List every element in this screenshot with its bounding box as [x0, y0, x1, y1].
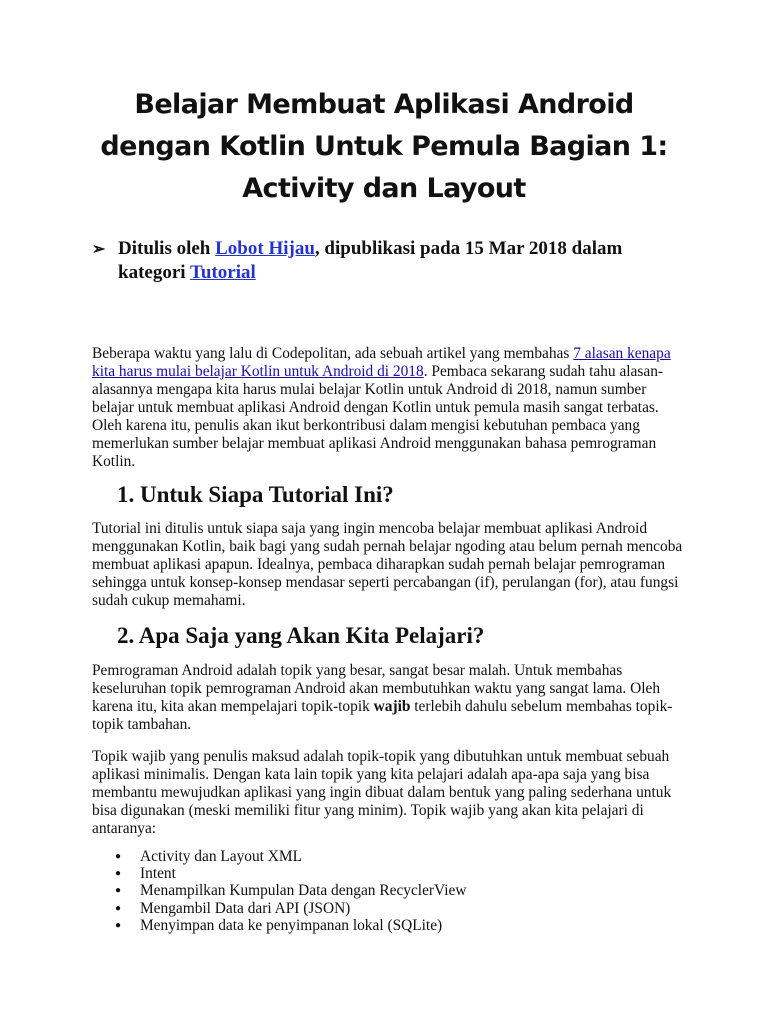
page-title: [60, 84, 708, 210]
emphasis-wajib: wajib: [373, 698, 411, 715]
intro-text-start: Beberapa waktu yang lalu di Codepolitan, ada sebuah artikel yang membahas: [92, 345, 574, 362]
byline-prefix: Ditulis oleh: [118, 238, 216, 259]
list-item-label: Activity dan Layout XML: [140, 848, 302, 865]
list-item-label: Menyimpan data ke penyimpanan lokal (SQLite): [140, 916, 443, 934]
arrow-bullet-icon: ➢: [92, 241, 106, 258]
intro-paragraph: [92, 345, 692, 471]
intro-text-end: . Pembaca sekarang sudah tahu alasan-alasannya mengapa kita harus mulai belajar Kotlin untuk Android di 2018, namun sumber belajar untuk membuat aplikasi Android dengan Kotlin untuk pemula masih sangat terbatas. Oleh karena itu, penulis akan ikut berkontribusi dalam mengisi kebutuhan pembaca yang memerlukan sumber belajar membuat aplikasi Android menggunakan bahasa pemrograman Kotlin.: [92, 363, 664, 470]
list-item-label: Intent: [140, 865, 176, 883]
list-item: [92, 917, 652, 934]
section-2-text-start: Pemrograman Android adalah topik yang besar, sangat besar malah. Untuk membahas keseluruhan topik pemrograman Android akan membutuhkan waktu yang sangat lama. Oleh karena itu, kita akan mempelajari topik-topik: [92, 662, 661, 715]
topic-list: [92, 848, 652, 934]
bullet-icon: ●: [115, 851, 122, 862]
title-line-3: Activity dan Layout: [242, 173, 526, 204]
section-2-text-end: terlebih dahulu sebelum membahas topik-topik tambahan.: [92, 698, 673, 733]
bullet-icon: ●: [115, 885, 122, 897]
bullet-icon: ●: [115, 902, 122, 914]
section-1-paragraph: Tutorial ini ditulis untuk siapa saja yang ingin mencoba belajar membuat aplikasi Android menggunakan Kotlin, baik bagi yang sudah pernah belajar ngoding atau belum pernah mencoba membuat aplikasi apapun. Idealnya, pembaca diharapkan sudah pernah belajar pemrograman sehingga untuk konsep-konsep mendasar seperti percabangan (if), perulangan (for), atau fungsi sudah cukup memahami.: [92, 520, 683, 609]
list-item: [92, 900, 652, 917]
byline-text: [118, 237, 692, 285]
list-item: [92, 882, 652, 899]
author-link[interactable]: Lobot Hijau: [215, 238, 315, 259]
bullet-icon: ●: [115, 868, 122, 880]
category-link[interactable]: Tutorial: [189, 262, 256, 283]
list-item-label: Menampilkan Kumpulan Data dengan RecyclerView: [140, 882, 467, 900]
byline: [92, 237, 692, 285]
section-2-paragraph-1: [92, 662, 692, 734]
list-item-label: Mengambil Data dari API (JSON): [140, 899, 351, 917]
section-2-paragraph-2: Topik wajib yang penulis maksud adalah topik-topik yang dibutuhkan untuk membuat sebuah aplikasi minimalis. Dengan kata lain topik yang kita pelajari adalah apa-apa saja yang bisa membantu mewujudkan aplikasi yang ingin dibuat dalam bentuk yang paling sederhana untuk bisa digunakan (meski memiliki fitur yang minim). Topik wajib yang akan kita pelajari di antaranya:: [92, 748, 672, 837]
title-line-2: dengan Kotlin Untuk Pemula Bagian 1:: [100, 131, 668, 162]
list-item: [92, 865, 652, 882]
list-item: [92, 848, 652, 865]
title-line-1: Belajar Membuat Aplikasi Android: [134, 89, 634, 120]
section-2-heading: 2. Apa Saja yang Akan Kita Pelajari?: [117, 623, 485, 648]
article-link[interactable]: 7 alasan kenapa kita harus mulai belajar Kotlin untuk Android di 2018: [92, 345, 671, 380]
byline-middle: , dipublikasi pada 15 Mar 2018 dalam kategori: [118, 238, 623, 283]
section-1-heading: 1. Untuk Siapa Tutorial Ini?: [117, 482, 394, 507]
bullet-icon: ●: [115, 919, 122, 931]
